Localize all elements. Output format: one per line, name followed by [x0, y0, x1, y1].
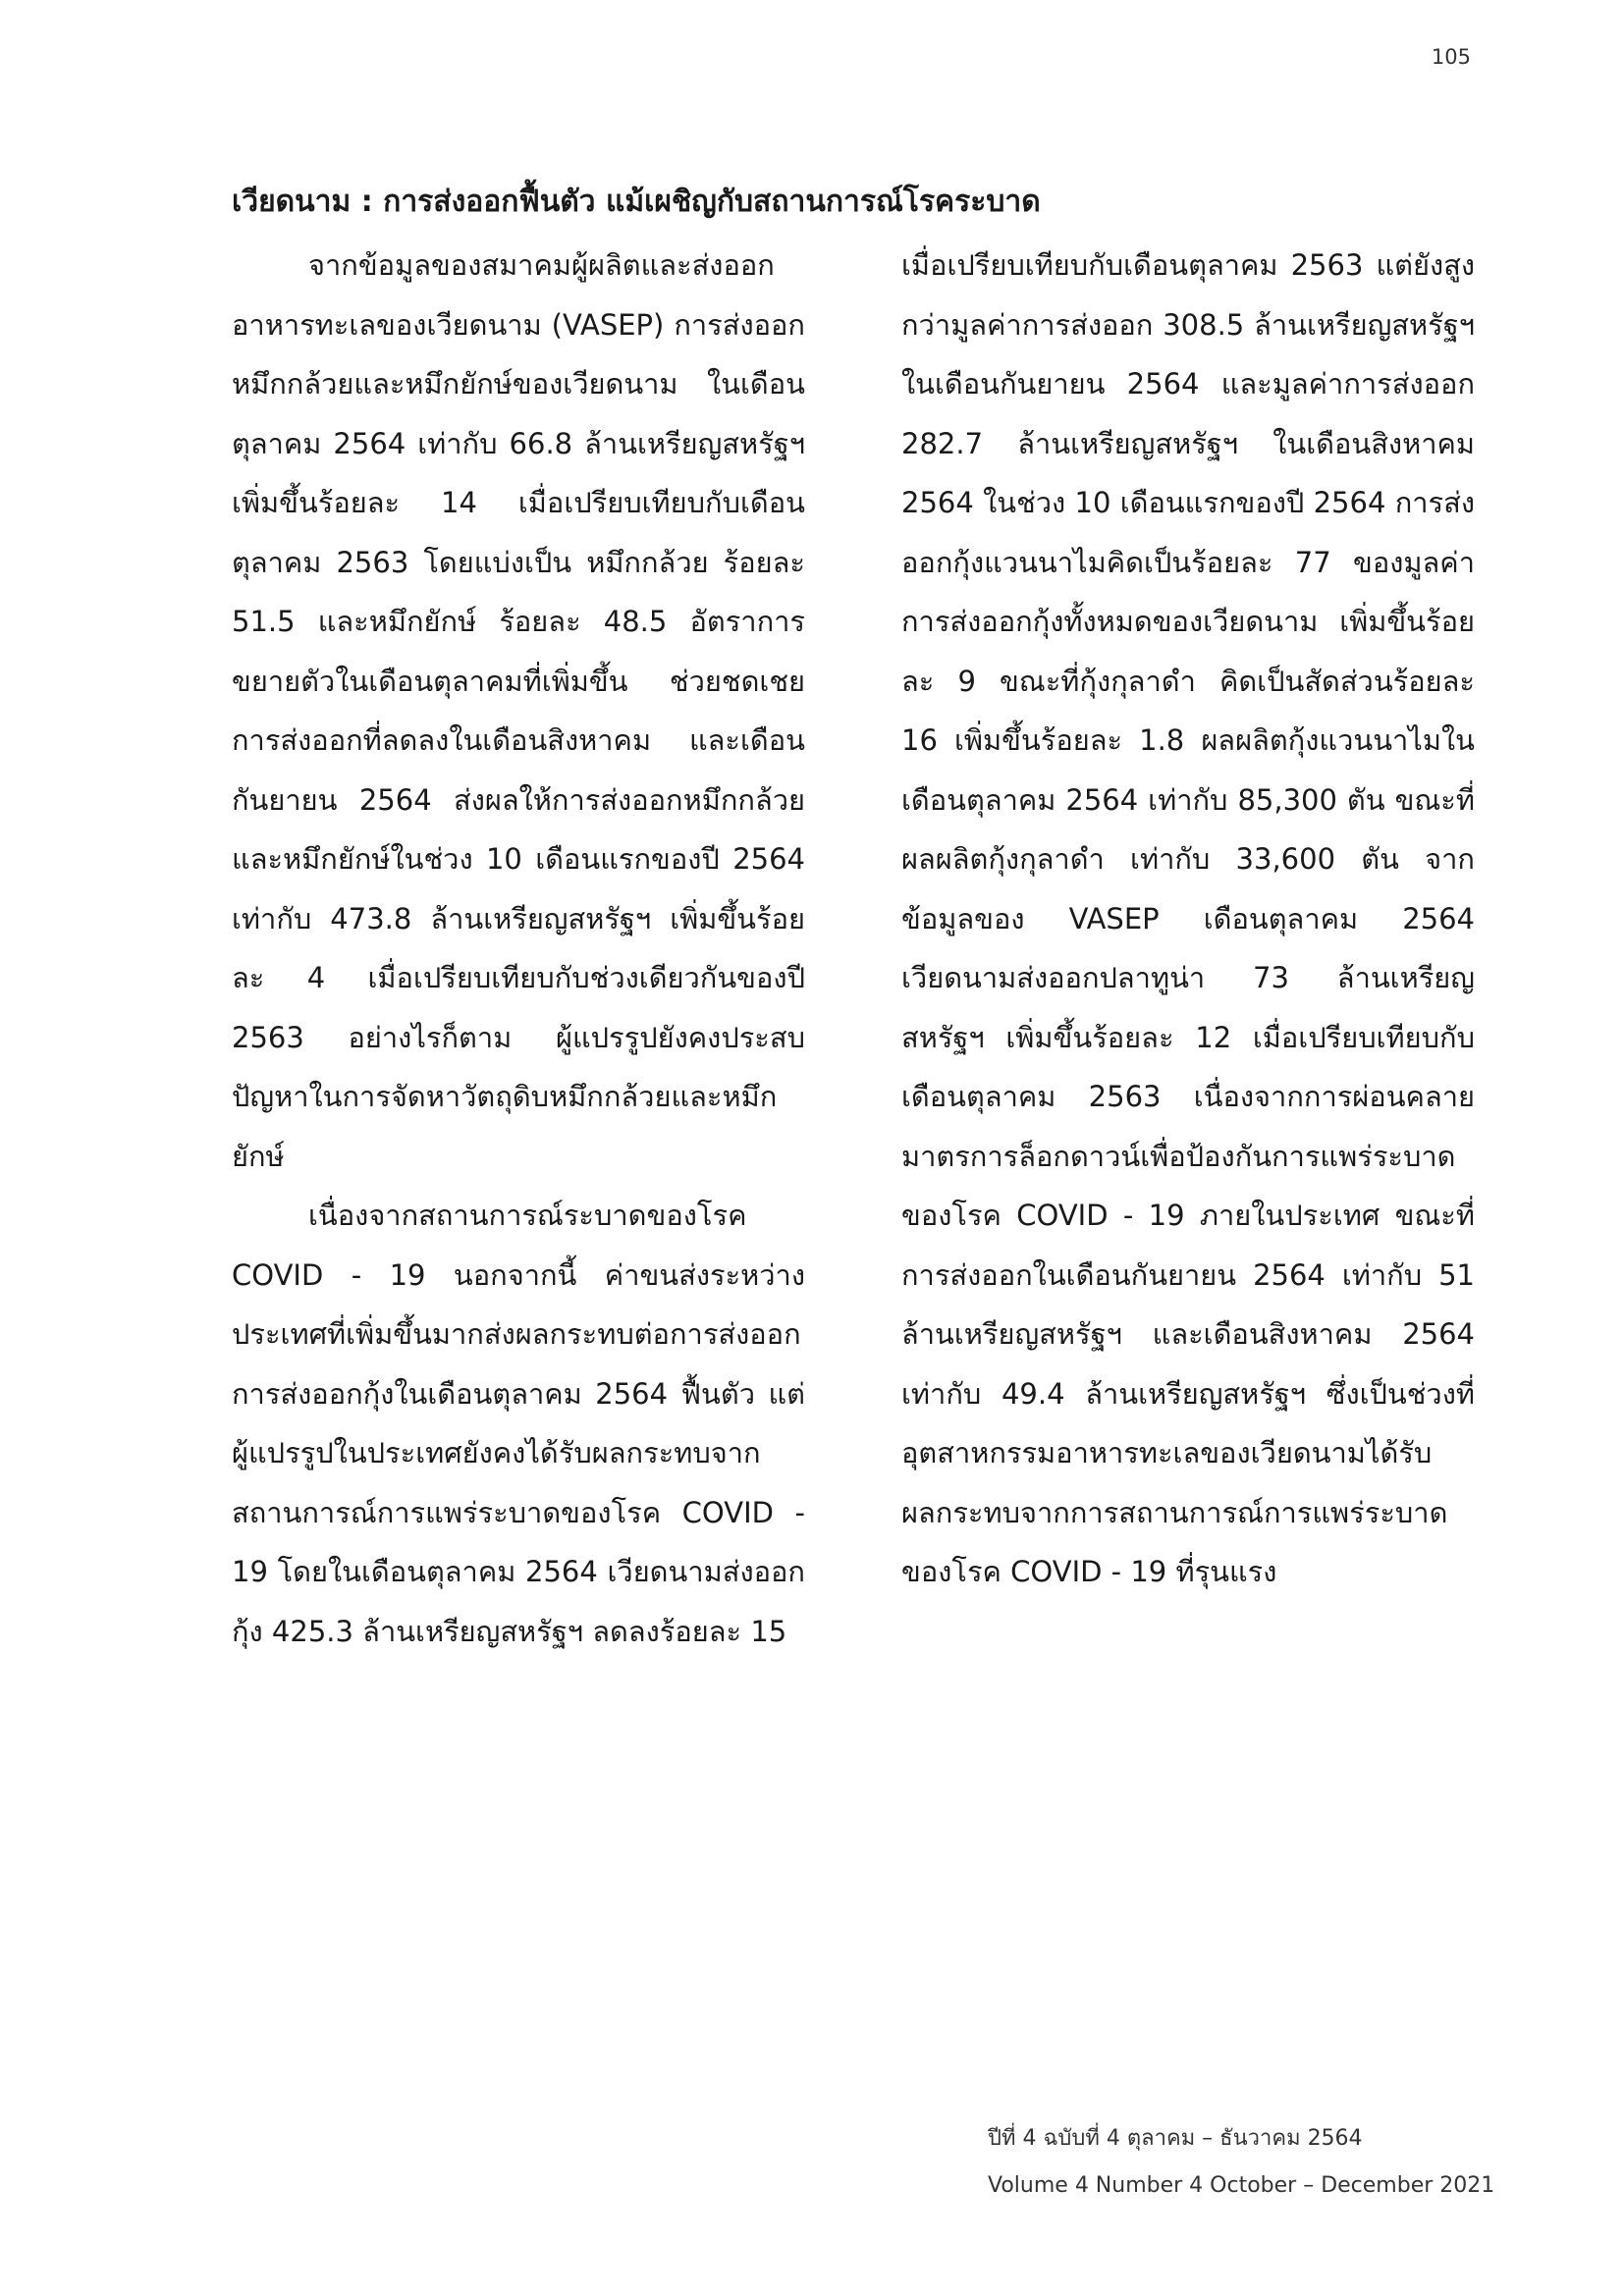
article-body: [232, 236, 1475, 1661]
left-column: [232, 236, 805, 1661]
section-title: เวียดนาม : การส่งออกฟื้นตัว แม้เผชิญกับสถานการณ์โรคระบาด: [232, 185, 1041, 219]
right-paragraph-1: เมื่อเปรียบเทียบกับเดือนตุลาคม 2563 แต่ยังสูงกว่ามูลค่าการส่งออก 308.5 ล้านเหรียญสหรัฐฯ ในเดือนกันยายน 2564 และมูลค่าการส่งออก 282.7 ล้านเหรียญสหรัฐฯ ในเดือนสิงหาคม 2564 ในช่วง 10 เดือนแรกของปี 2564 การส่งออกกุ้งแวนนาไมคิดเป็นร้อยละ 77 ของมูลค่าการส่งออกกุ้งทั้งหมดของเวียดนาม เพิ่มขึ้นร้อยละ 9 ขณะที่กุ้งกุลาดำ คิดเป็นสัดส่วนร้อยละ 16 เพิ่มขึ้นร้อยละ 1.8 ผลผลิตกุ้งแวนนาไมในเดือนตุลาคม 2564 เท่ากับ 85,300 ตัน ขณะที่ผลผลิตกุ้งกุลาดำ เท่ากับ 33,600 ตัน จากข้อมูลของ VASEP เดือนตุลาคม 2564 เวียดนามส่งออกปลาทูน่า 73 ล้านเหรียญสหรัฐฯ เพิ่มขึ้นร้อยละ 12 เมื่อเปรียบเทียบกับเดือนตุลาคม 2563 เนื่องจากการผ่อนคลายมาตรการล็อกดาวน์เพื่อป้องกันการแพร่ระบาดของโรค COVID - 19 ภายในประเทศ ขณะที่การส่งออกในเดือนกันยายน 2564 เท่ากับ 51 ล้านเหรียญสหรัฐฯ และเดือนสิงหาคม 2564 เท่ากับ 49.4 ล้านเหรียญสหรัฐฯ ซึ่งเป็นช่วงที่อุตสาหกรรมอาหารทะเลของเวียดนามได้รับผลกระทบจากการสถานการณ์การแพร่ระบาดของโรค COVID - 19 ที่รุนแรง: [901, 248, 1475, 1588]
page-number: 105: [1431, 45, 1471, 69]
footer-english: Volume 4 Number 4 October – December 2021: [988, 2173, 1495, 2198]
left-paragraph-2: เนื่องจากสถานการณ์ระบาดของโรค COVID - 19 นอกจากนี้ ค่าขนส่งระหว่างประเทศที่เพิ่มขึ้นมากส่งผลกระทบต่อการส่งออก การส่งออกกุ้งในเดือนตุลาคม 2564 ฟื้นตัว แต่ผู้แปรรูปในประเทศยังคงได้รับผลกระทบจากสถานการณ์การแพร่ระบาดของโรค COVID - 19 โดยในเดือนตุลาคม 2564 เวียดนามส่งออกกุ้ง 425.3 ล้านเหรียญสหรัฐฯ ลดลงร้อยละ 15: [232, 1199, 805, 1648]
left-paragraph-1: จากข้อมูลของสมาคมผู้ผลิตและส่งออกอาหารทะเลของเวียดนาม (VASEP) การส่งออกหมึกกล้วยและหมึกยักษ์ของเวียดนาม ในเดือนตุลาคม 2564 เท่ากับ 66.8 ล้านเหรียญสหรัฐฯ เพิ่มขึ้นร้อยละ 14 เมื่อเปรียบเทียบกับเดือนตุลาคม 2563 โดยแบ่งเป็น หมึกกล้วย ร้อยละ 51.5 และหมึกยักษ์ ร้อยละ 48.5 อัตราการขยายตัวในเดือนตุลาคมที่เพิ่มขึ้น ช่วยชดเชยการส่งออกที่ลดลงในเดือนสิงหาคม และเดือนกันยายน 2564 ส่งผลให้การส่งออกหมึกกล้วยและหมึกยักษ์ในช่วง 10 เดือนแรกของปี 2564 เท่ากับ 473.8 ล้านเหรียญสหรัฐฯ เพิ่มขึ้นร้อยละ 4 เมื่อเปรียบเทียบกับช่วงเดียวกันของปี 2563 อย่างไรก็ตาม ผู้แปรรูปยังคงประสบปัญหาในการจัดหาวัตถุดิบหมึกกล้วยและหมึกยักษ์: [232, 248, 805, 1173]
footer: [988, 2115, 1494, 2210]
right-column: [901, 236, 1475, 1661]
footer-thai: ปีที่ 4 ฉบับที่ 4 ตุลาคม – ธันวาคม 2564: [988, 2126, 1363, 2151]
